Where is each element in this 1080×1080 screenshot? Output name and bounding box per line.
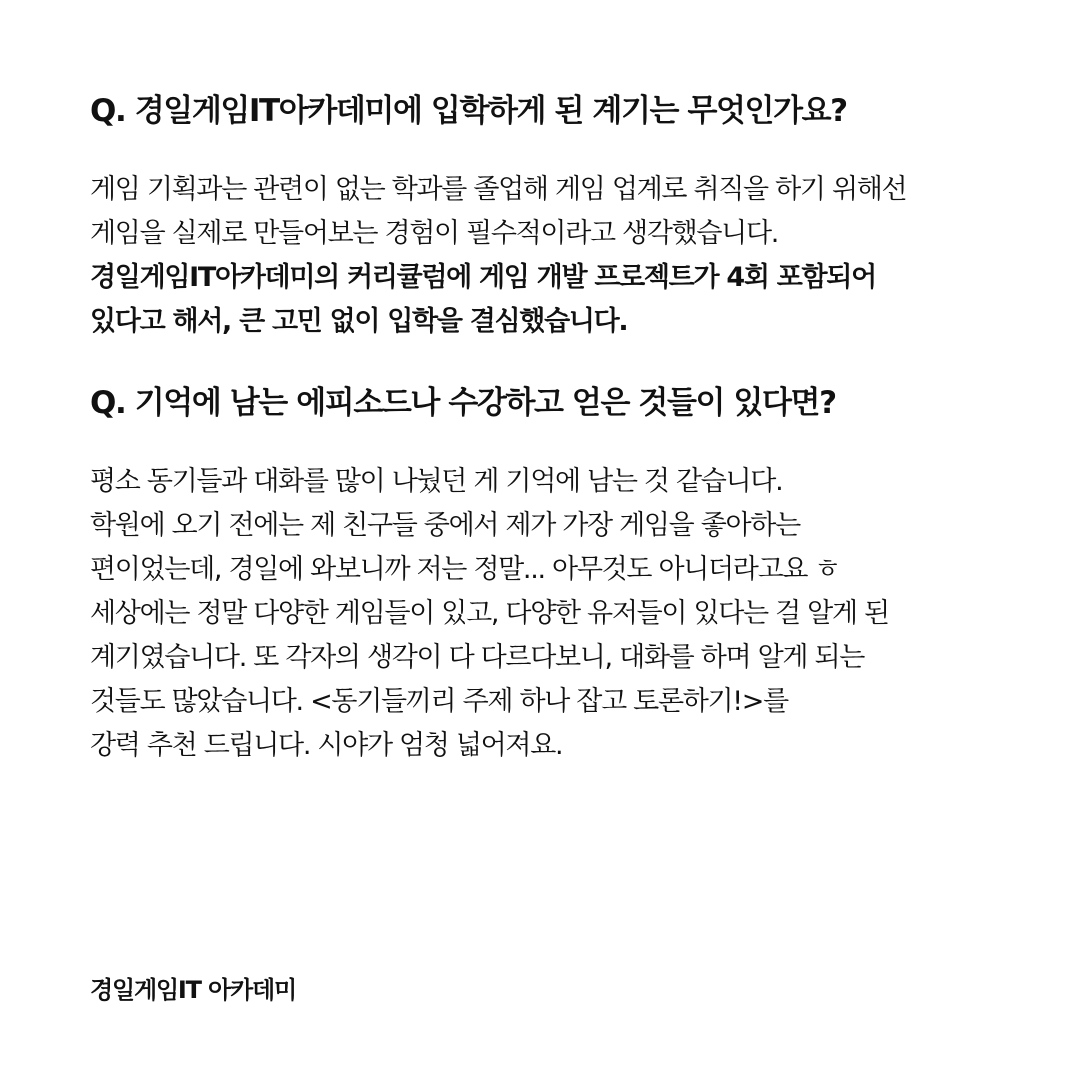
answer-2-line: 평소 동기들과 대화를 많이 나눴던 게 기억에 남는 것 같습니다. (90, 466, 783, 497)
answer-2-line: 편이었는데, 경일에 와보니까 저는 정말... 아무것도 아니더라고요 ㅎ (90, 554, 840, 585)
answer-2-line: 세상에는 정말 다양한 게임들이 있고, 다양한 유저들이 있다는 걸 알게 된 (90, 598, 889, 629)
question-1-heading: Q. 경일게임IT아카데미에 입학하게 된 계기는 무엇인가요? (90, 93, 847, 129)
answer-1-line-emphasis: 있다고 해서, 큰 고민 없이 입학을 결심했습니다. (90, 306, 628, 337)
question-2-heading: Q. 기억에 남는 에피소드나 수강하고 얻은 것들이 있다면? (90, 385, 836, 421)
answer-2 (90, 460, 1050, 768)
answer-1-line: 게임 기획과는 관련이 없는 학과를 졸업해 게임 업계로 취직을 하기 위해선 (90, 174, 907, 205)
answer-2-line: 계기였습니다. 또 각자의 생각이 다 다르다보니, 대화를 하며 알게 되는 (90, 642, 865, 673)
answer-2-line: 것들도 많았습니다. <동기들끼리 주제 하나 잡고 토론하기!>를 (90, 686, 788, 717)
answer-1-line: 게임을 실제로 만들어보는 경험이 필수적이라고 생각했습니다. (90, 218, 779, 249)
answer-2-line: 학원에 오기 전에는 제 친구들 중에서 제가 가장 게임을 좋아하는 (90, 510, 800, 541)
brand-logo: 경일게임IT 아카데미 (90, 976, 296, 1004)
answer-2-line: 강력 추천 드립니다. 시야가 엄청 넓어져요. (90, 730, 563, 761)
interview-content (90, 84, 1050, 768)
answer-1-line-emphasis: 경일게임IT아카데미의 커리큘럼에 게임 개발 프로젝트가 4회 포함되어 (90, 262, 876, 293)
answer-1 (90, 168, 1050, 344)
